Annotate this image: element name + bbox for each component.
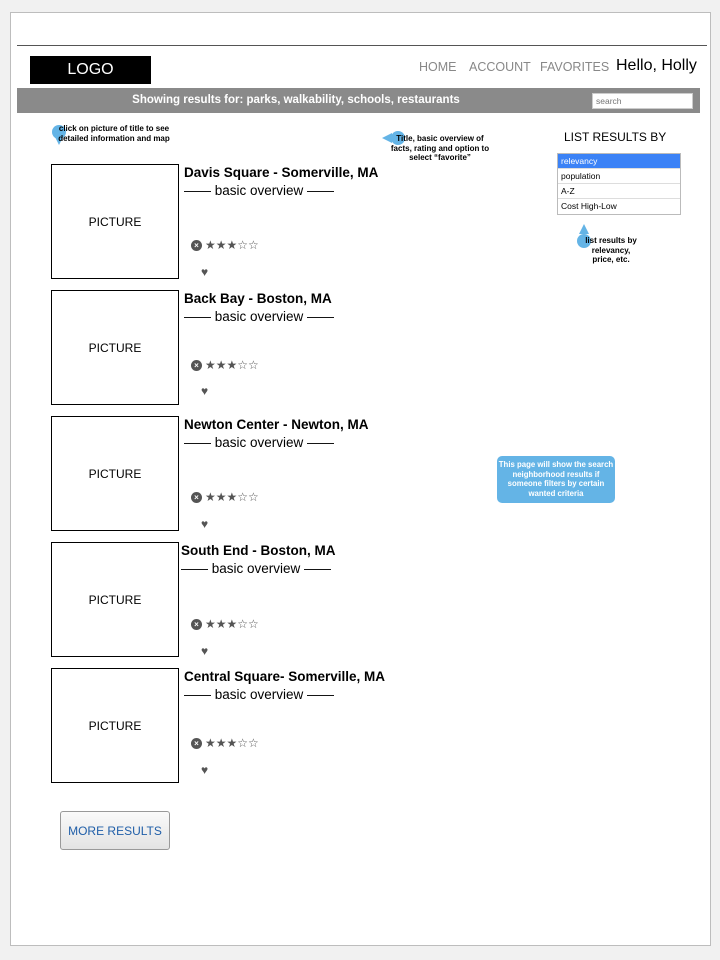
result-item	[51, 668, 391, 783]
result-overview: —— basic overview ——	[184, 687, 335, 702]
star-rating[interactable]: ★★★☆☆	[205, 617, 259, 631]
clear-rating-icon[interactable]: ×	[191, 738, 202, 749]
result-rating[interactable]	[191, 238, 259, 252]
page-note: This page will show the search neighborhood results if someone filters by certain wanted criteria	[497, 456, 615, 503]
star-rating[interactable]: ★★★☆☆	[205, 490, 259, 504]
logo[interactable]: LOGO	[30, 56, 151, 84]
note-drop-tip	[579, 224, 589, 234]
clear-rating-icon[interactable]: ×	[191, 619, 202, 630]
result-overview: —— basic overview ——	[181, 561, 332, 576]
picture-note: click on picture of title to see detailed information and map	[58, 124, 170, 143]
result-item	[51, 290, 391, 405]
clear-rating-icon[interactable]: ×	[191, 240, 202, 251]
sort-list[interactable]	[557, 153, 681, 215]
user-greeting: Hello, Holly	[616, 57, 697, 74]
result-title[interactable]: Newton Center - Newton, MA	[184, 417, 369, 432]
result-picture[interactable]: PICTURE	[51, 542, 179, 657]
result-rating[interactable]	[191, 358, 259, 372]
result-picture[interactable]: PICTURE	[51, 668, 179, 783]
wireframe-page	[10, 12, 711, 946]
result-rating[interactable]	[191, 490, 259, 504]
favorite-heart-icon[interactable]: ♥	[201, 517, 209, 531]
result-item	[51, 416, 391, 531]
favorite-heart-icon[interactable]: ♥	[201, 265, 209, 279]
result-overview: —— basic overview ——	[184, 183, 335, 198]
result-item	[51, 542, 391, 657]
clear-rating-icon[interactable]: ×	[191, 492, 202, 503]
favorite-heart-icon[interactable]: ♥	[201, 384, 209, 398]
result-title[interactable]: Davis Square - Somerville, MA	[184, 165, 379, 180]
result-picture[interactable]: PICTURE	[51, 416, 179, 531]
result-picture[interactable]: PICTURE	[51, 290, 179, 405]
favorite-heart-icon[interactable]: ♥	[201, 644, 209, 658]
star-rating[interactable]: ★★★☆☆	[205, 358, 259, 372]
sort-option-cost[interactable]: Cost High-Low	[561, 201, 617, 211]
nav-favorites[interactable]: FAVORITES	[540, 60, 610, 74]
more-results-button[interactable]: MORE RESULTS	[60, 811, 170, 850]
result-title[interactable]: South End - Boston, MA	[181, 543, 336, 558]
sort-option-a-z[interactable]: A-Z	[558, 184, 680, 199]
results-summary: Showing results for: parks, walkability, schools, restaurants	[132, 94, 460, 106]
result-rating[interactable]	[191, 736, 259, 750]
sort-title: LIST RESULTS BY	[564, 130, 667, 144]
top-divider	[17, 45, 707, 46]
search-input[interactable]	[592, 93, 693, 109]
star-rating[interactable]: ★★★☆☆	[205, 238, 259, 252]
sort-option-population[interactable]: population	[558, 169, 680, 184]
result-item	[51, 164, 391, 279]
favorite-heart-icon[interactable]: ♥	[201, 763, 209, 777]
nav-account[interactable]: ACCOUNT	[469, 60, 531, 74]
result-overview: —— basic overview ——	[184, 435, 335, 450]
sort-option-relevancy[interactable]: relevancy	[558, 154, 680, 169]
clear-rating-icon[interactable]: ×	[191, 360, 202, 371]
result-title[interactable]: Back Bay - Boston, MA	[184, 291, 332, 306]
star-rating[interactable]: ★★★☆☆	[205, 736, 259, 750]
nav-home[interactable]: HOME	[419, 60, 457, 74]
result-title[interactable]: Central Square- Somerville, MA	[184, 669, 386, 684]
result-overview: —— basic overview ——	[184, 309, 335, 324]
result-picture[interactable]: PICTURE	[51, 164, 179, 279]
result-rating[interactable]	[191, 617, 259, 631]
title-note: Title, basic overview of facts, rating and option to select “favorite”	[390, 134, 490, 162]
results-banner	[17, 88, 700, 113]
sort-note: list results by relevancy, price, etc.	[585, 236, 637, 264]
